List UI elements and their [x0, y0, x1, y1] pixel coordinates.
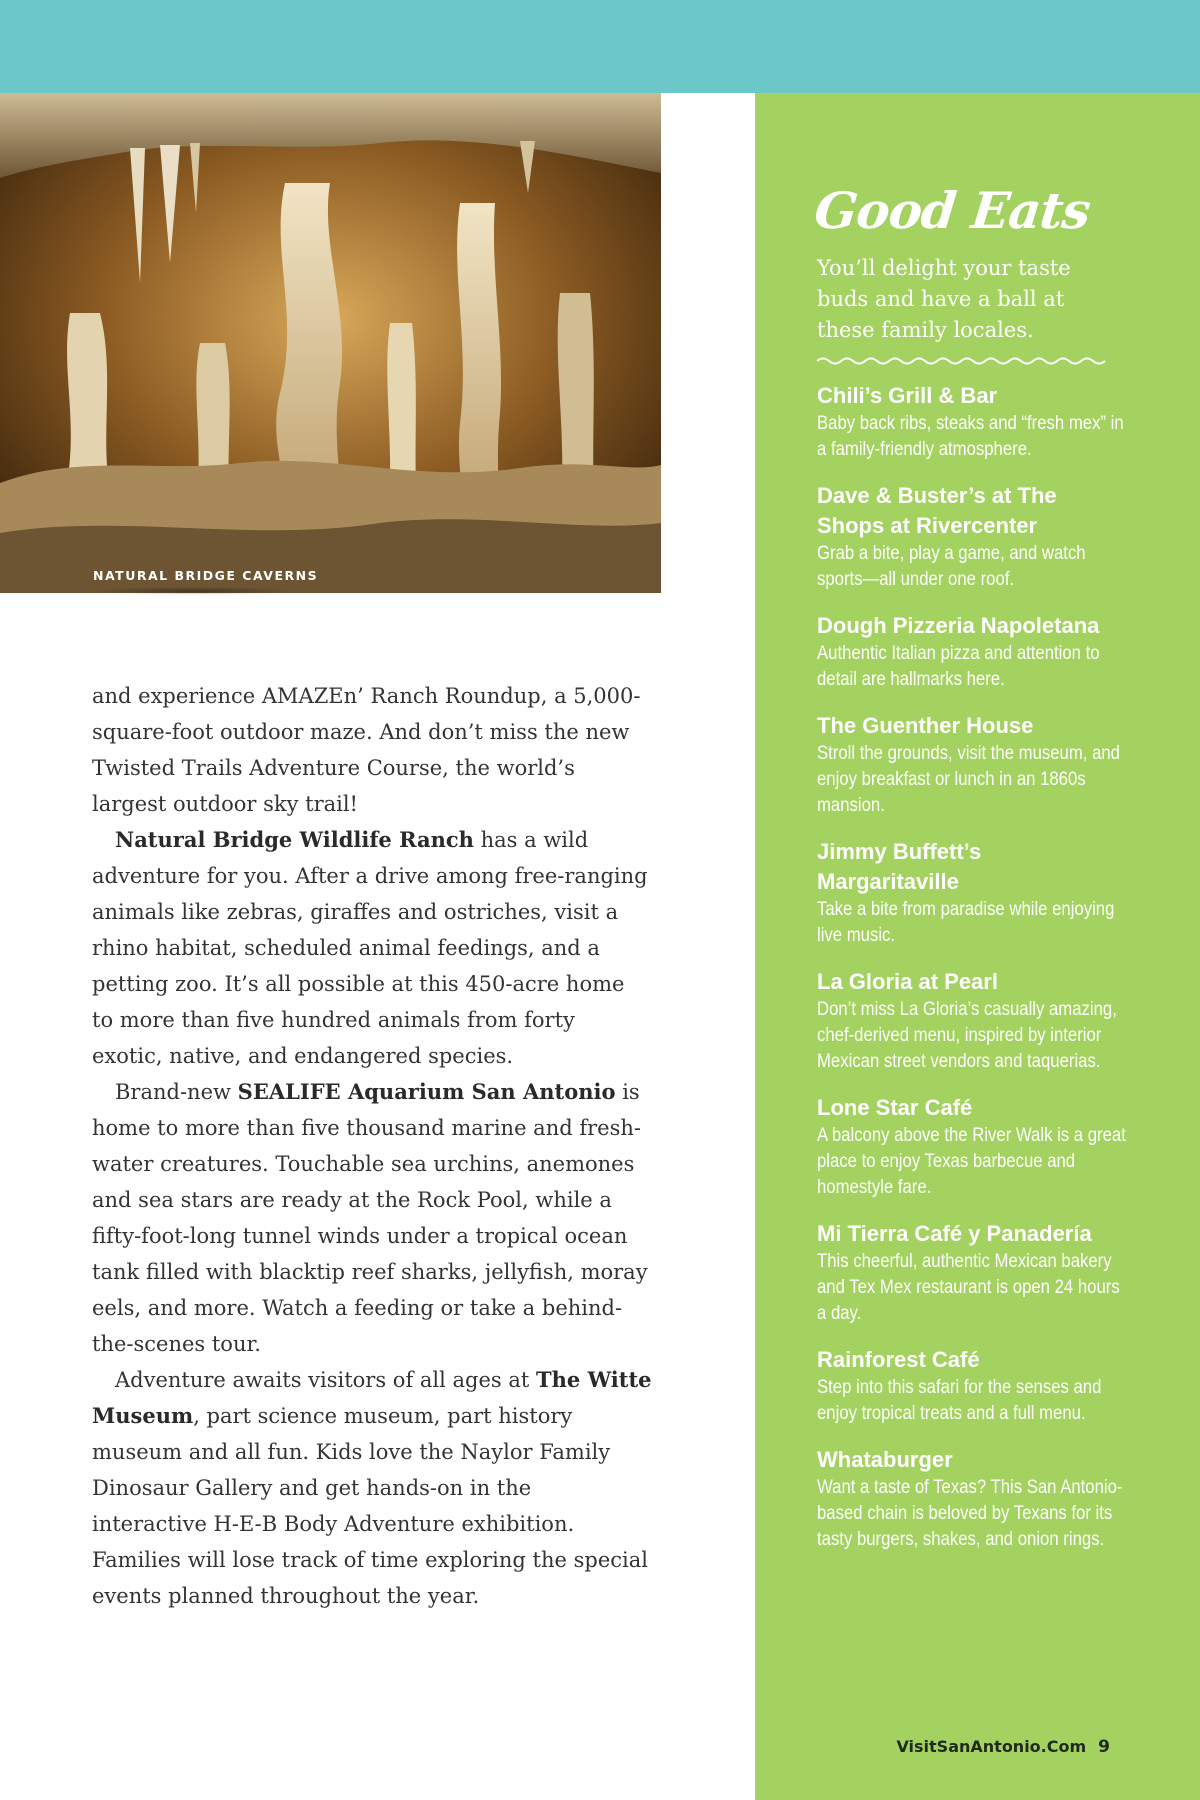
- paragraph-3-highlight: SEALIFE Aquarium San Antonio: [237, 1079, 616, 1104]
- list-item: [817, 611, 1127, 693]
- restaurant-list: [817, 381, 1127, 1571]
- list-item: [817, 967, 1127, 1075]
- caption-shadow: [88, 587, 298, 595]
- list-item: [817, 1445, 1127, 1553]
- paragraph-2-text: has a wild adventure for you. After a drive among free-ranging animals like zebras, giraffes and ostriches, visit a rhino habitat, scheduled animal feedings, and a petting zoo. It’s all possible at this 450-acre home to more than five hundred animals from forty exotic, native, and endangered species.: [92, 828, 648, 1068]
- restaurant-name: Mi Tierra Café y Panadería: [817, 1221, 1092, 1246]
- restaurant-name: Jimmy Buffett’s Margaritaville: [817, 839, 982, 894]
- paragraph-2: [92, 822, 652, 1074]
- list-item: [817, 711, 1127, 819]
- list-item: [817, 1219, 1127, 1327]
- paragraph-4-lead: Adventure awaits visitors of all ages at: [115, 1368, 536, 1392]
- list-item: [817, 481, 1127, 593]
- article-body: [92, 678, 652, 1614]
- page-number: 9: [1098, 1737, 1110, 1757]
- restaurant-description: Want a taste of Texas? This San Antonio-based chain is beloved by Texans for its tasty burgers, shakes, and onion rings.: [817, 1477, 1123, 1550]
- restaurant-description: Don’t miss La Gloria’s casually amazing, chef-derived menu, inspired by interior Mexican street vendors and taquerias.: [817, 999, 1117, 1072]
- restaurant-name: La Gloria at Pearl: [817, 969, 998, 994]
- restaurant-description: Stroll the grounds, visit the museum, and enjoy breakfast or lunch in an 1860s mansion.: [817, 743, 1120, 816]
- restaurant-description: Step into this safari for the senses and enjoy tropical treats and a full menu.: [817, 1377, 1102, 1424]
- list-item: [817, 1093, 1127, 1201]
- paragraph-2-highlight: Natural Bridge Wildlife Ranch: [115, 827, 474, 852]
- good-eats-sidebar: [755, 93, 1200, 1800]
- paragraph-4-highlight: The Witte Museum: [92, 1367, 652, 1428]
- paragraph-3: [92, 1074, 652, 1362]
- restaurant-description: Authentic Italian pizza and attention to detail are hallmarks here.: [817, 643, 1100, 690]
- list-item: [817, 837, 1127, 949]
- page-footer: [896, 1737, 1110, 1757]
- restaurant-description: A balcony above the River Walk is a great place to enjoy Texas barbecue and homestyle fare.: [817, 1125, 1126, 1198]
- wavy-divider-icon: [817, 356, 1109, 366]
- restaurant-description: Baby back ribs, steaks and “fresh mex” in a family-friendly atmosphere.: [817, 413, 1124, 460]
- list-item: [817, 381, 1127, 463]
- list-item: [817, 1345, 1127, 1427]
- paragraph-3-lead: Brand-new: [115, 1080, 238, 1104]
- restaurant-name: Whataburger: [817, 1447, 953, 1472]
- restaurant-name: The Guenther House: [817, 713, 1034, 738]
- top-color-band: [0, 0, 1200, 93]
- paragraph-3-text: is home to more than five thousand marine and fresh-water creatures. Touchable sea urchins, anemones and sea stars are ready at the Rock Pool, while a fifty-foot-long tunnel winds under a tropical ocean tank filled with blacktip reef sharks, jellyfish, moray eels, and more. Watch a feeding or take a behind-the-scenes tour.: [92, 1080, 648, 1356]
- sidebar-intro: You’ll delight your taste buds and have a ball at these family locales.: [817, 256, 1071, 342]
- restaurant-name: Dave & Buster’s at The Shops at Rivercenter: [817, 483, 1057, 538]
- sidebar-title: Good Eats: [811, 181, 1093, 240]
- footer-website: VisitSanAntonio.Com: [896, 1737, 1087, 1756]
- restaurant-name: Lone Star Café: [817, 1095, 973, 1120]
- restaurant-description: Take a bite from paradise while enjoying live music.: [817, 899, 1115, 946]
- paragraph-1: and experience AMAZEn’ Ranch Roundup, a 5,000-square-foot outdoor maze. And don’t miss the new Twisted Trails Adventure Course, the world’s largest outdoor sky trail!: [92, 684, 641, 816]
- photo-caption: NATURAL BRIDGE CAVERNS: [93, 568, 319, 583]
- restaurant-name: Dough Pizzeria Napoletana: [817, 613, 1100, 638]
- restaurant-description: Grab a bite, play a game, and watch sports—all under one roof.: [817, 543, 1086, 590]
- paragraph-4-text: , part science museum, part history museum and all fun. Kids love the Naylor Family Dinosaur Gallery and get hands-on in the interactive H-E-B Body Adventure exhibition. Families will lose track of time exploring the special events planned throughout the year.: [92, 1404, 648, 1608]
- restaurant-description: This cheerful, authentic Mexican bakery and Tex Mex restaurant is open 24 hours a day.: [817, 1251, 1120, 1324]
- restaurant-name: Chili’s Grill & Bar: [817, 383, 998, 408]
- cavern-photo: [0, 93, 661, 593]
- paragraph-4: [92, 1362, 652, 1614]
- restaurant-name: Rainforest Café: [817, 1347, 980, 1372]
- cavern-illustration: [0, 93, 661, 593]
